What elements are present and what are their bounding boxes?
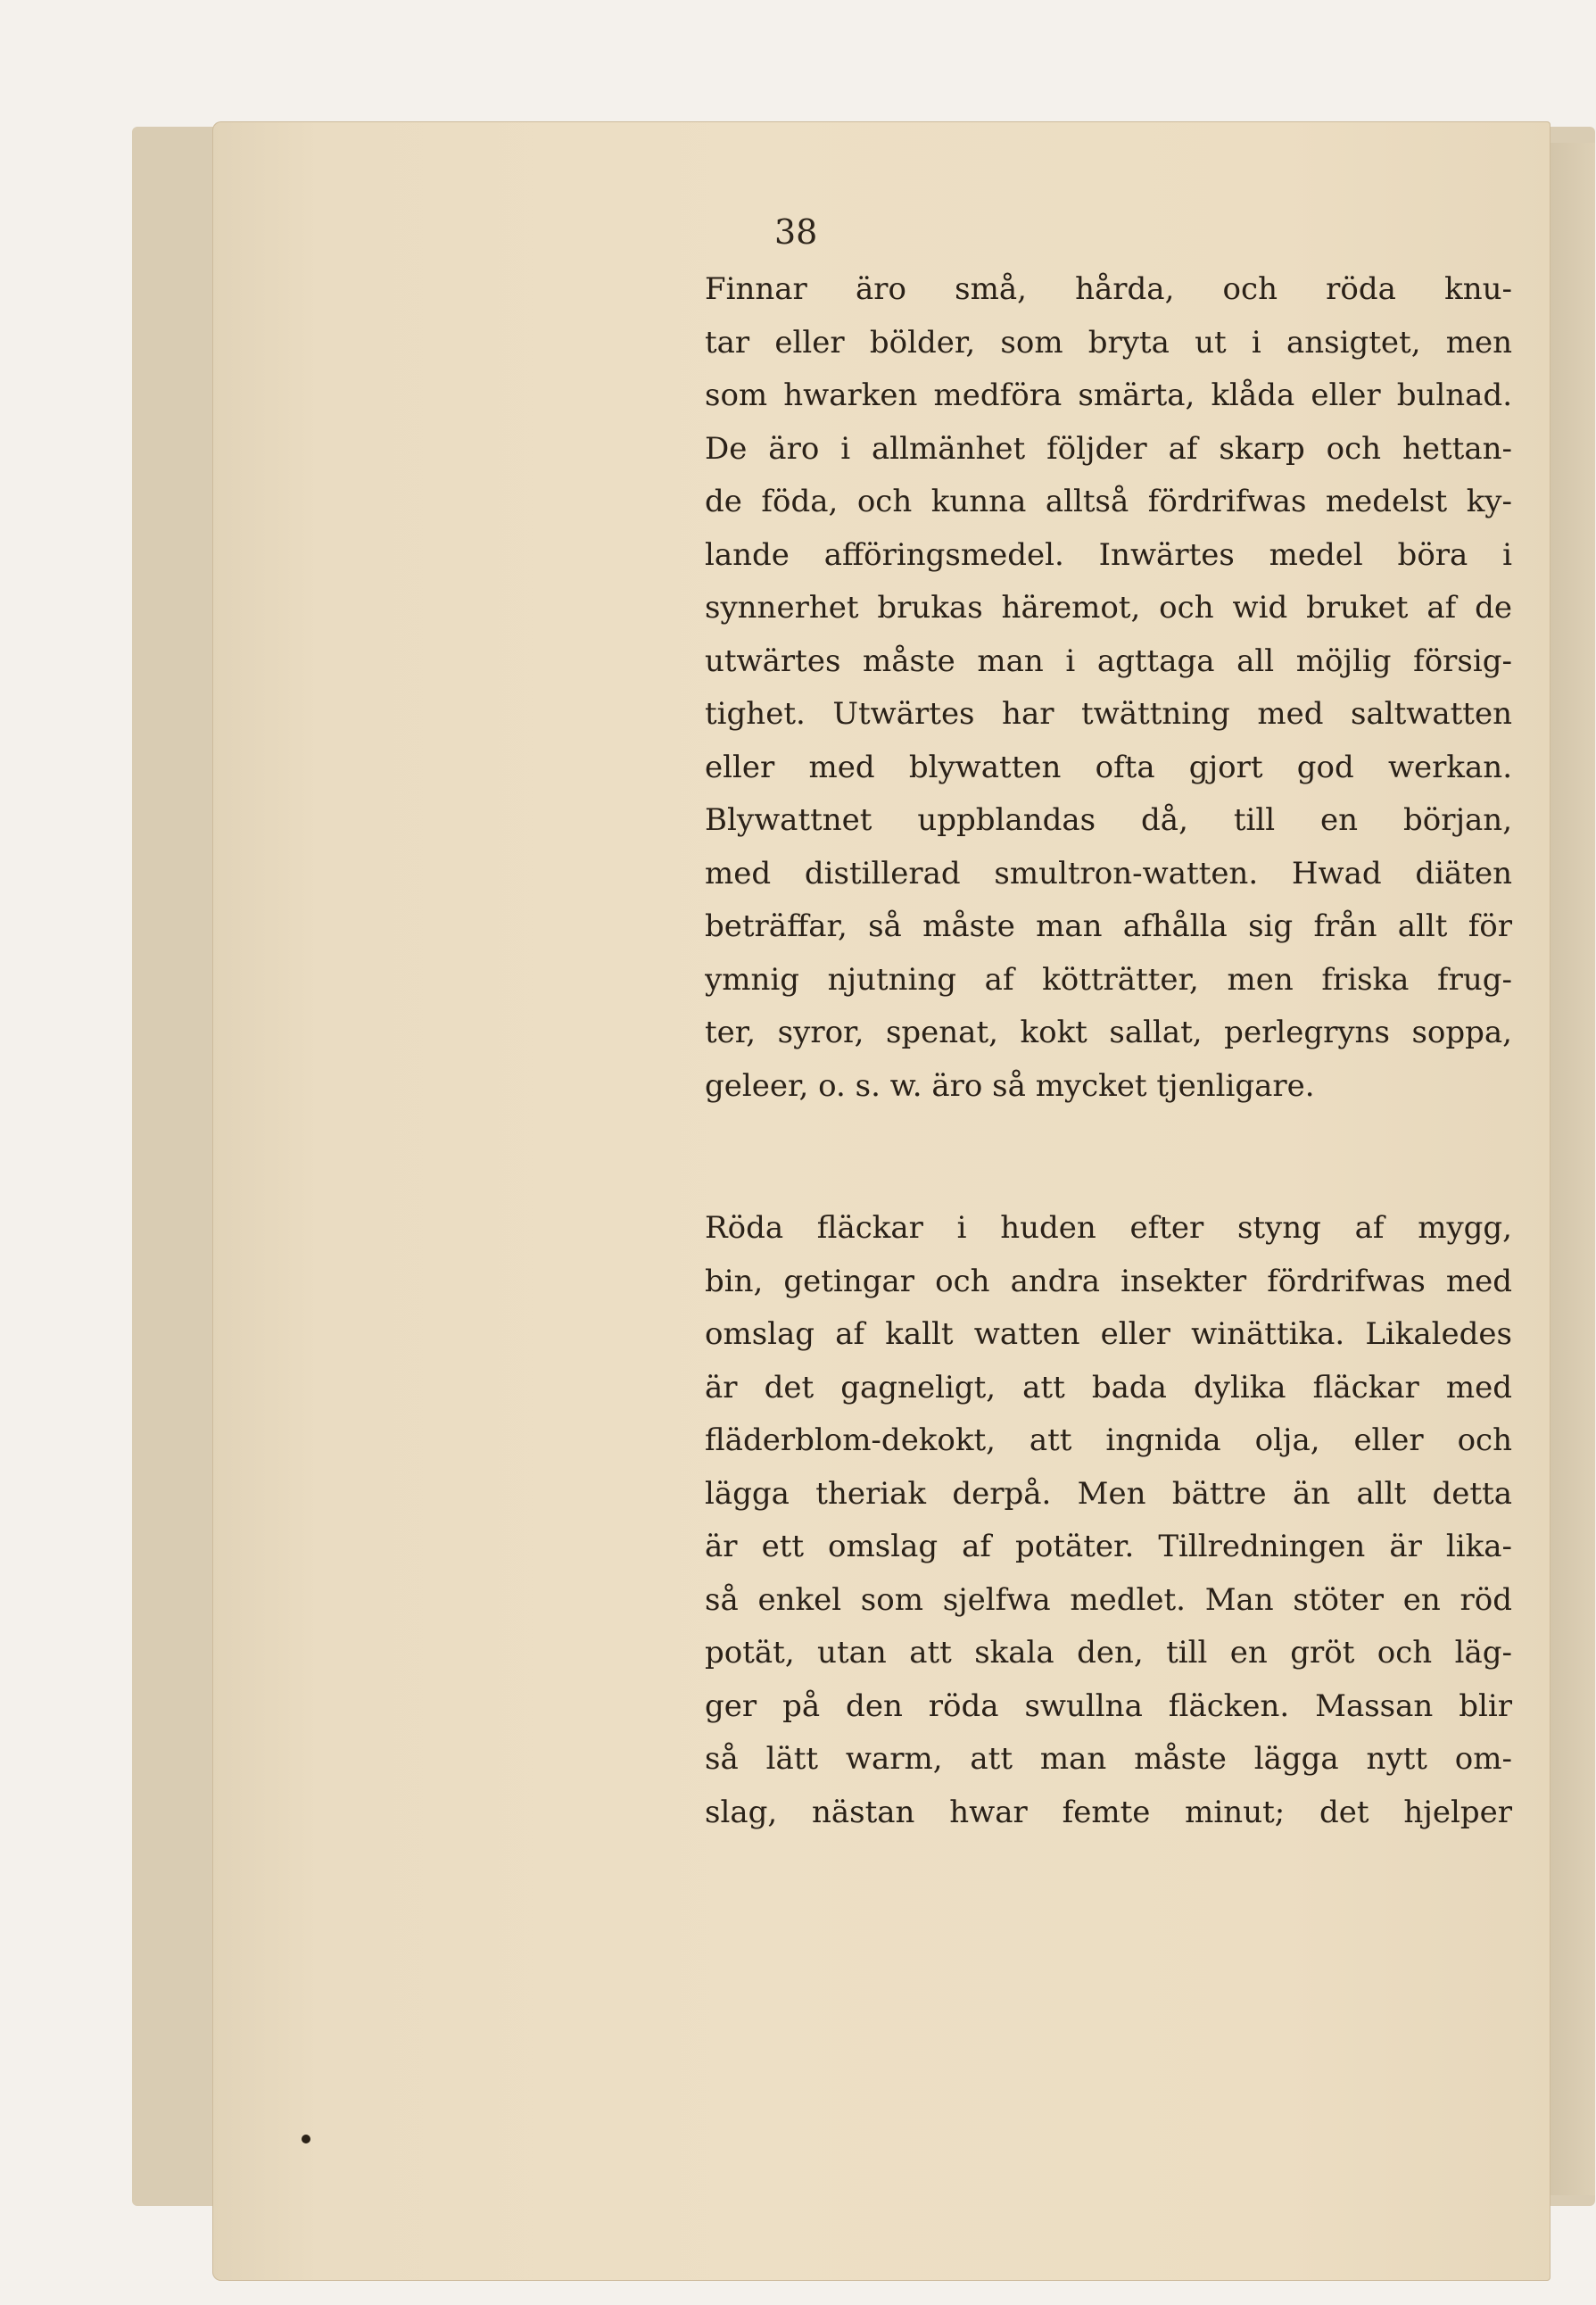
text-line: lande afföringsmedel. Inwärtes medel böra i xyxy=(705,536,1512,573)
paragraph-finnar xyxy=(705,263,1512,1113)
text-line: utwärtes måste man i agttaga all möjlig försig- xyxy=(705,643,1512,679)
text-line: beträffar, så måste man afhålla sig från allt för xyxy=(705,908,1512,944)
text-line: Blywattnet uppblandas då, till en början, xyxy=(705,802,1512,838)
text-line: tighet. Utwärtes har twättning med saltwatten xyxy=(705,696,1512,732)
text-line: ymnig njutning af kötträtter, men friska frug- xyxy=(705,961,1512,998)
text-line: fläderblom-dekokt, att ingnida olja, eller och xyxy=(705,1422,1512,1458)
page-number: 38 xyxy=(774,212,818,252)
text-line: De äro i allmänhet följder af skarp och hettan- xyxy=(705,430,1512,467)
text-line: är ett omslag af potäter. Tillredningen är lika- xyxy=(705,1529,1512,1564)
text-line: potät, utan att skala den, till en gröt och läg- xyxy=(705,1635,1512,1671)
text-line: ter, syror, spenat, kokt sallat, perlegryns soppa, xyxy=(705,1015,1512,1050)
text-line: Finnar äro små, hårda, och röda knu- xyxy=(705,271,1512,307)
text-line: så enkel som sjelfwa medlet. Man stöter en röd xyxy=(705,1581,1512,1618)
text-line: tar eller bölder, som bryta ut i ansigtet, men xyxy=(705,324,1512,361)
text-line: de föda, och kunna alltså fördrifwas medelst ky- xyxy=(705,484,1512,519)
body-text xyxy=(705,263,1512,1839)
paragraph-gap xyxy=(705,1113,1512,1202)
text-line: ger på den röda swullna fläcken. Massan blir xyxy=(705,1687,1512,1724)
text-line: eller med blywatten ofta gjort god werkan. xyxy=(705,749,1512,785)
text-line: så lätt warm, att man måste lägga nytt om- xyxy=(705,1741,1512,1777)
text-line: geleer, o. s. w. äro så mycket tjenligare. xyxy=(705,1067,1315,1104)
text-line: med distillerad smultron-watten. Hwad diäten xyxy=(705,855,1512,891)
text-line: slag, nästan hwar femte minut; det hjelper xyxy=(705,1794,1512,1830)
text-line: lägga theriak derpå. Men bättre än allt detta xyxy=(705,1475,1512,1512)
text-line: omslag af kallt watten eller winättika. Likaledes xyxy=(705,1316,1512,1352)
text-line: är det gagneligt, att bada dylika fläckar med xyxy=(705,1369,1512,1405)
paragraph-roda-flackar xyxy=(705,1202,1512,1839)
ink-spot xyxy=(302,2135,310,2143)
text-line: Röda fläckar i huden efter styng af mygg, xyxy=(705,1210,1512,1246)
text-line: bin, getingar och andra insekter fördrifwas med xyxy=(705,1263,1512,1299)
text-line: som hwarken medföra smärta, klåda eller bulnad. xyxy=(705,377,1512,413)
text-line: synnerhet brukas häremot, och wid bruket af de xyxy=(705,590,1512,626)
